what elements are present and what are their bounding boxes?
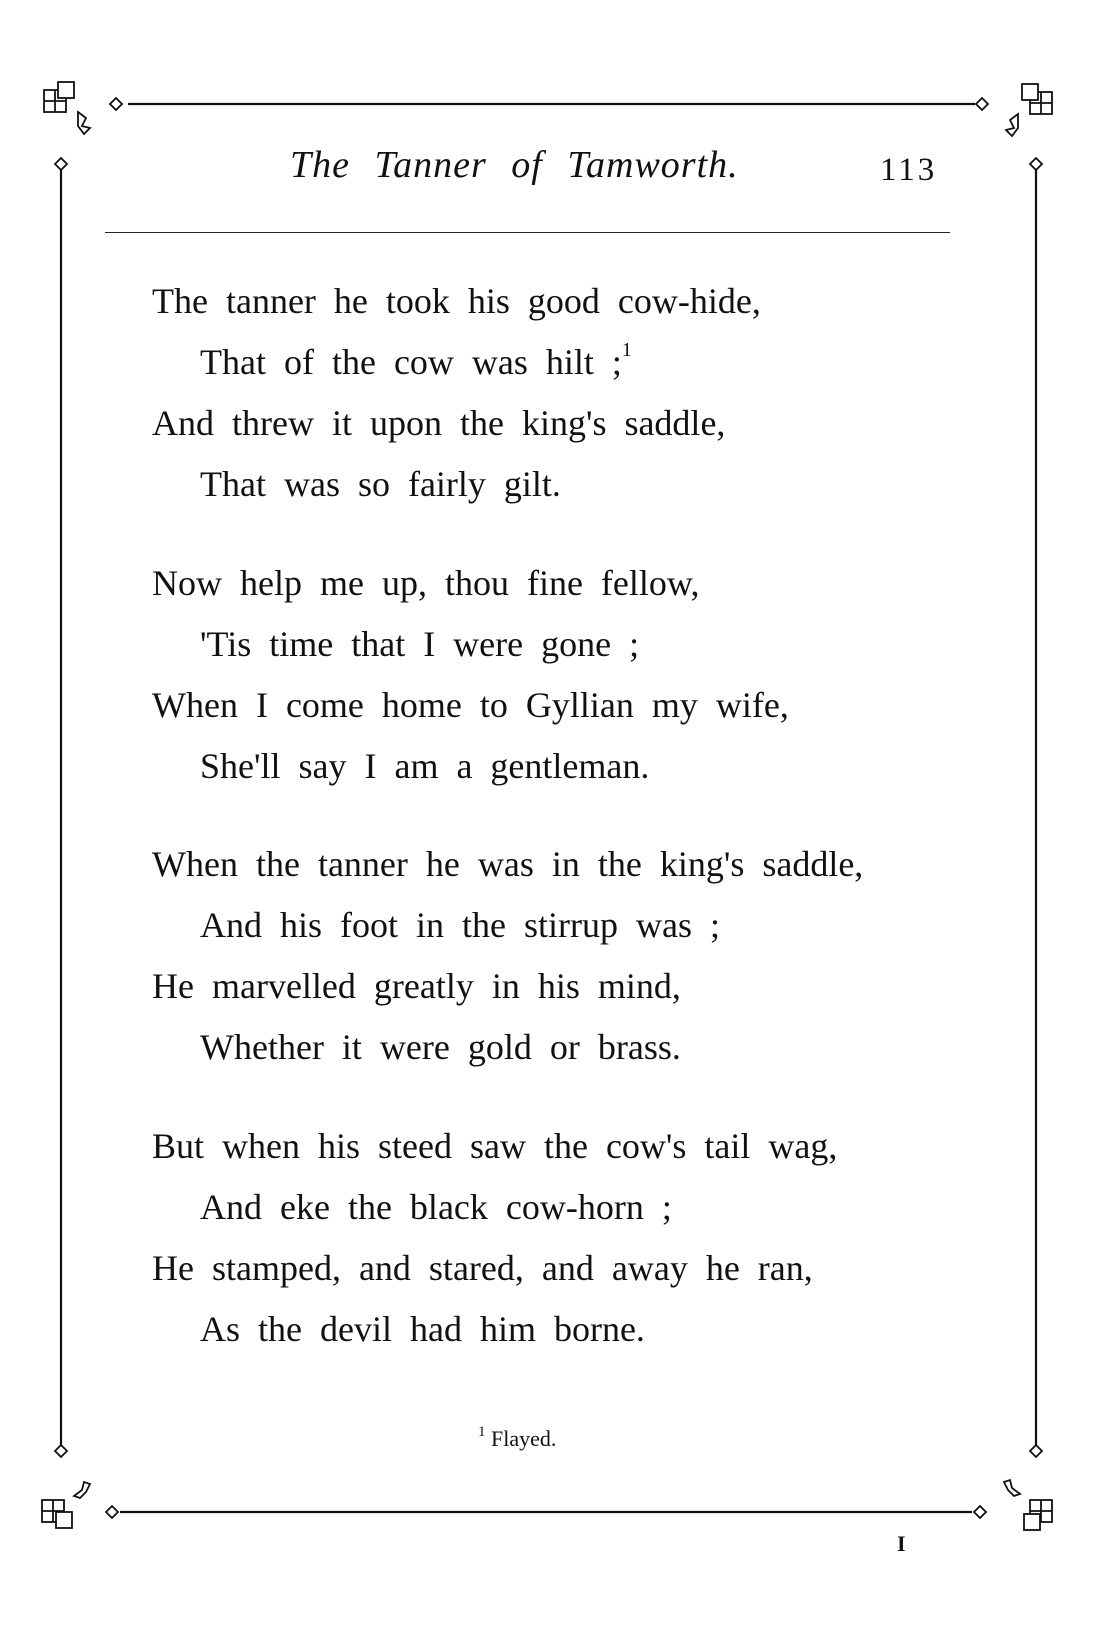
footnote-marker: 1 [478, 1424, 486, 1440]
header-rule [105, 232, 950, 233]
footnote [478, 1426, 556, 1452]
corner-ornament-bottom-right [974, 1445, 1052, 1530]
corner-ornament-top-left [44, 82, 122, 170]
signature-mark: I [897, 1531, 906, 1556]
verse-line: The tanner he took his good cow-hide, [152, 281, 761, 321]
verse-line: 'Tis time that I were gone ; [200, 624, 640, 664]
verse-line [200, 339, 632, 382]
corner-ornament-bottom-left [42, 1445, 118, 1528]
page-number: 113 [880, 152, 938, 188]
verse-line: Now help me up, thou fine fellow, [152, 563, 700, 603]
corner-ornament-top-right [976, 84, 1052, 170]
verse-line: And eke the black cow-horn ; [200, 1187, 672, 1227]
running-title: The Tanner of Tamworth. [290, 144, 739, 186]
verse-line: When the tanner he was in the king's saddle, [152, 844, 864, 884]
verse-line: He marvelled greatly in his mind, [152, 966, 681, 1006]
verse-line: When I come home to Gyllian my wife, [152, 685, 789, 725]
verse-line: And his foot in the stirrup was ; [200, 905, 720, 945]
verse-line-text: That of the cow was hilt ; [200, 342, 622, 382]
verse-line: That was so fairly gilt. [200, 464, 561, 504]
verse-line: Whether it were gold or brass. [200, 1027, 681, 1067]
verse-line: And threw it upon the king's saddle, [152, 403, 726, 443]
verse-line: But when his steed saw the cow's tail wag, [152, 1126, 838, 1166]
verse-line: He stamped, and stared, and away he ran, [152, 1248, 813, 1288]
footnote-reference: 1 [621, 339, 632, 361]
verse-line: She'll say I am a gentleman. [200, 746, 650, 786]
verse-line: As the devil had him borne. [200, 1309, 645, 1349]
footnote-text: Flayed. [491, 1426, 557, 1451]
